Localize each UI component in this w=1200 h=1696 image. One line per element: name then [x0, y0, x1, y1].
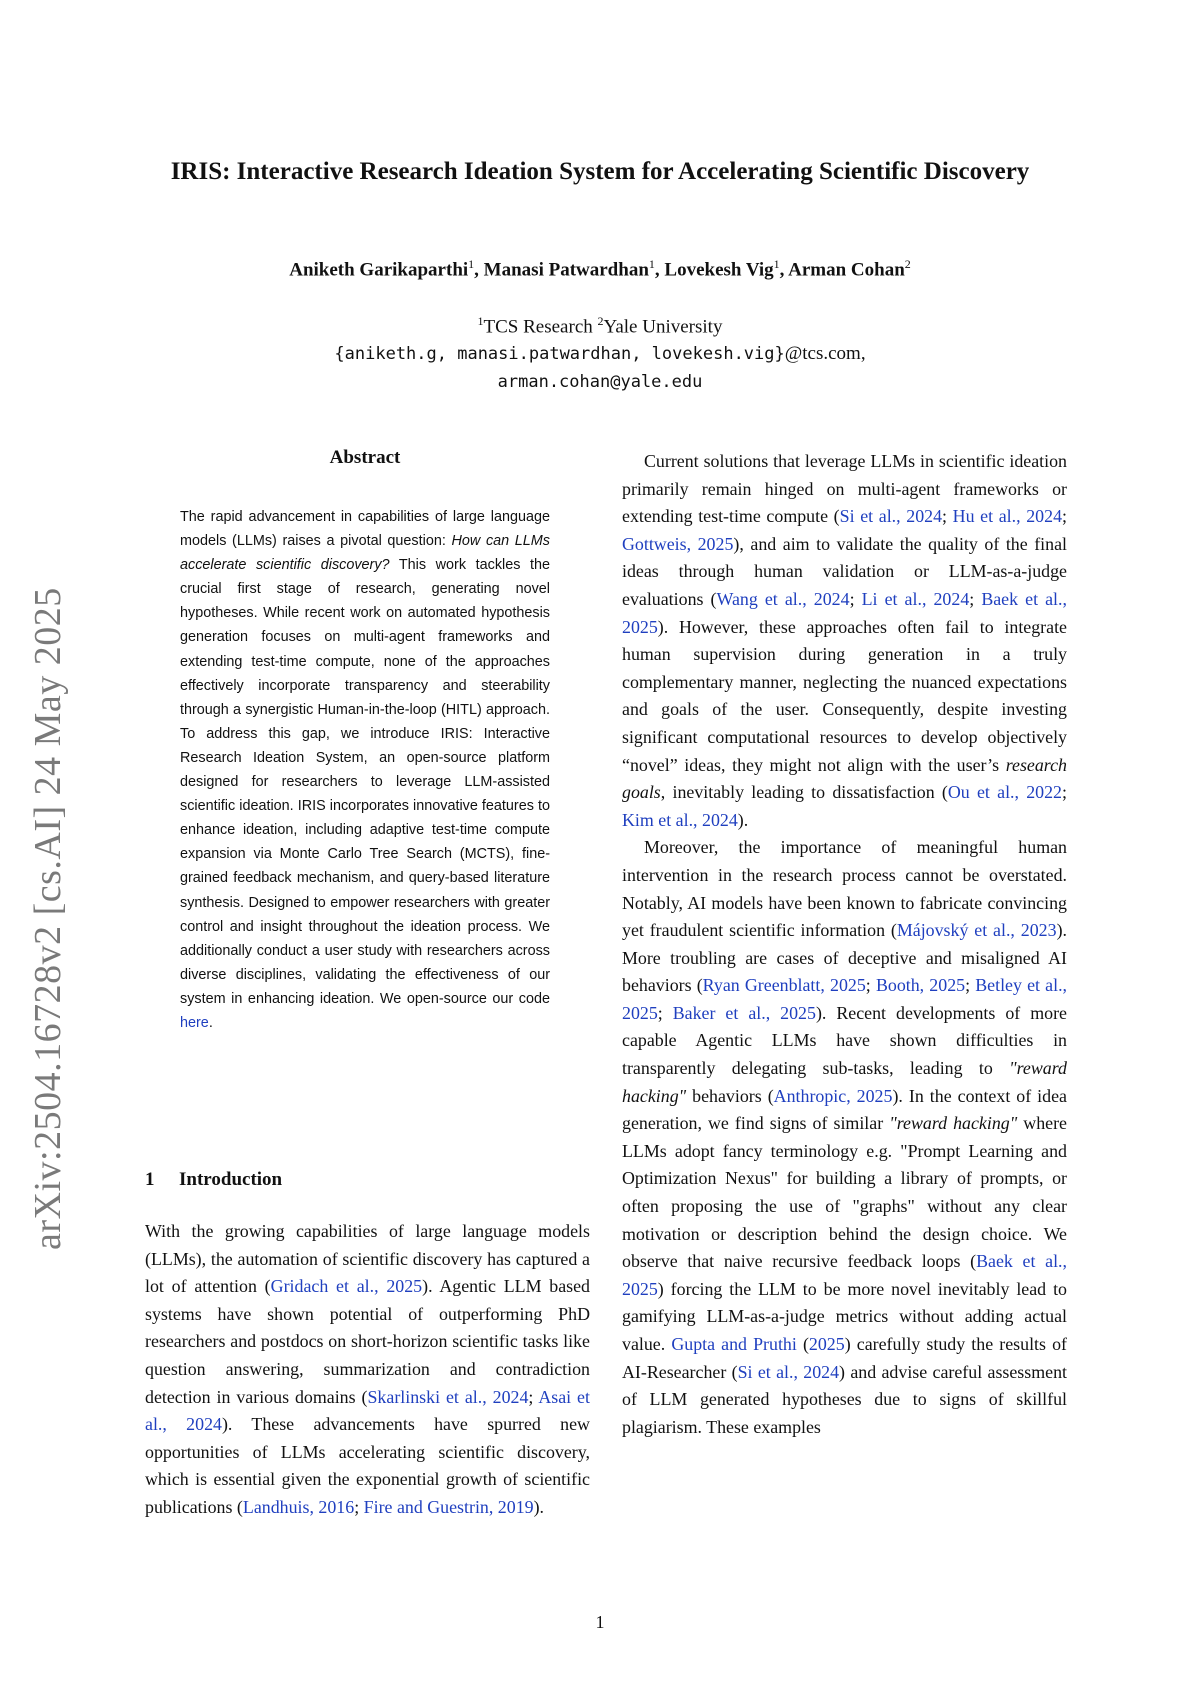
abstract-question: How can LLMs accelerate scientific discovery? — [180, 533, 550, 574]
page-number: 1 — [595, 1612, 605, 1632]
affiliation-name: Yale University — [603, 316, 723, 338]
body-text: ). Agentic LLM based systems have shown potential of outperforming PhD researchers and postdocs on short-horizon scientific tasks like question answering, summarization and contradiction detection in various domains ( — [145, 1276, 590, 1407]
citation-link[interactable]: Booth, 2025 — [875, 975, 966, 996]
affiliation-name: TCS Research — [483, 316, 593, 338]
citation-link[interactable]: Baek et al., 2025 — [622, 1251, 1067, 1299]
author-name: Aniketh Garikaparthi — [289, 259, 469, 281]
body-paragraph — [622, 448, 1067, 834]
body-text: ) carefully study the results of AI-Researcher ( — [622, 1334, 1067, 1382]
author-affiliation-mark: 2 — [904, 257, 911, 271]
body-text: ; — [657, 1002, 673, 1023]
intro-paragraph — [145, 1218, 590, 1522]
arxiv-identifier-stamp[interactable]: arXiv:2504.16728v2 [cs.AI] 24 May 2025 — [27, 587, 69, 1250]
citation-link[interactable]: Ryan Greenblatt, 2025 — [702, 975, 866, 996]
citation-link[interactable]: Anthropic, 2025 — [773, 1085, 893, 1106]
author-affiliation-mark: 1 — [773, 257, 780, 271]
body-text: , inevitably leading to dissatisfaction ( — [660, 782, 948, 803]
email-usernames: {aniketh.g, manasi.patwardhan, lovekesh.vig} — [334, 344, 785, 365]
body-text: ). However, these approaches often fail to integrate human supervision during generation in a truly complementary manner, neglecting the nuanced expectations and goals of the user. Consequently, despite investing significant computational resources to develop objectively “novel” ideas, they might not align with the user’s — [622, 616, 1067, 775]
citation-link[interactable]: Betley et al., 2025 — [622, 975, 1068, 1023]
body-text: ). More troubling are cases of deceptive and misaligned AI behaviors ( — [622, 920, 1067, 996]
abstract-heading: Abstract — [329, 447, 401, 468]
author-name: Arman Cohan — [788, 259, 905, 281]
affiliation-line — [150, 308, 1050, 340]
affiliations-block — [150, 308, 1050, 396]
email-line — [150, 340, 1050, 368]
body-text: ). In the context of idea generation, we find signs of similar — [622, 1085, 1067, 1134]
affiliation-mark: 2 — [597, 314, 604, 328]
citation-link[interactable]: Baker et al., 2025 — [672, 1002, 816, 1023]
abstract-text: This work tackles the crucial first stage of research, generating novel hypotheses. While recent work on automated hypothesis generation focuses on multi-agent frameworks and extending test-time compute, none of the approaches effectively incorporate transparency and steerability through a synergistic Human-in-the-loop (HITL) approach. To address this gap, we introduce IRIS: Interactive Research Ideation System, an open-source platform designed for researchers to leverage LLM-assisted scientific ideation. IRIS incorporates innovative features to enhance ideation, including adaptive test-time compute expansion via Monte Carlo Tree Search (MCTS), fine-grained feedback mechanism, and query-based literature synthesis. Designed to empower researchers with greater control and insight throughout the ideation process. We additionally conduct a user study with researchers across diverse disciplines, validating the effectiveness of our system in enhancing ideation. We open-source our code — [180, 557, 550, 1007]
abstract-text: . — [208, 1014, 213, 1031]
email-line — [150, 368, 1050, 396]
body-text: Current solutions that leverage LLMs in scientific ideation primarily remain hinged on multi-agent frameworks or extending test-time compute ( — [622, 451, 1067, 527]
citation-link[interactable]: Asai et al., 2024 — [145, 1386, 590, 1435]
citation-link[interactable]: Wang et al., 2024 — [716, 588, 850, 609]
citation-link[interactable]: Hu et al., 2024 — [952, 506, 1063, 527]
body-text: ), and aim to validate the quality of the final ideas through human validation or LLM-as-a-judge evaluations ( — [622, 533, 1067, 609]
body-text: ; — [849, 588, 862, 609]
citation-link[interactable]: Landhuis, 2016 — [242, 1496, 355, 1517]
body-text: ). Recent developments of more capable Agentic LLMs have shown difficulties in transparently delegating sub-tasks, leading to — [622, 1002, 1067, 1079]
author-affiliation-mark: 1 — [468, 257, 475, 271]
body-text: ; — [865, 975, 876, 996]
body-text: With the growing capabilities of large language models (LLMs), the automation of scientific discovery has captured a lot of attention ( — [145, 1221, 590, 1297]
body-text: ; — [965, 975, 976, 996]
code-link[interactable]: here — [180, 1014, 209, 1031]
abstract-body — [180, 505, 550, 1035]
abstract-text: The rapid advancement in capabilities of large language models (LLMs) raises a pivotal question: — [180, 509, 550, 550]
citation-link[interactable]: Gottweis, 2025 — [622, 533, 734, 554]
body-paragraph — [622, 834, 1067, 1441]
affiliation-mark: 1 — [477, 314, 484, 328]
body-text: ; — [354, 1496, 364, 1517]
author-name: Manasi Patwardhan — [483, 259, 649, 281]
right-column-body — [622, 448, 1067, 1441]
citation-link[interactable]: Si et al., 2024 — [839, 506, 943, 527]
citation-link[interactable]: Ou et al., 2022 — [947, 782, 1062, 803]
citation-link[interactable]: Májovský et al., 2023 — [896, 920, 1057, 941]
body-text: ) forcing the LLM to be more novel inevitably lead to gamifying LLM-as-a-judge metrics without adding actual value. — [622, 1278, 1067, 1354]
body-text: ). — [737, 809, 749, 830]
body-text: behaviors ( — [686, 1085, 774, 1106]
body-text: ( — [796, 1334, 809, 1354]
author-name: Lovekesh Vig — [664, 259, 774, 281]
paper-title: IRIS: Interactive Research Ideation System for Accelerating Scientific Discovery — [170, 158, 1030, 185]
citation-link[interactable]: Skarlinski et al., 2024 — [367, 1386, 529, 1407]
body-text: where LLMs adopt fancy terminology e.g. "Prompt Learning and Optimization Nexus" for building a library of prompts, or often proposing the use of "graphs" without any clear motivation or description behind the design choice. We observe that naive recursive feedback loops ( — [622, 1113, 1067, 1272]
emphasis-text: "reward hacking" — [622, 1058, 1067, 1106]
citation-link[interactable]: Si et al., 2024 — [737, 1361, 840, 1382]
email-domain: @tcs.com, — [784, 343, 866, 365]
body-text: ; — [1062, 506, 1067, 527]
citation-link[interactable]: Gupta and Pruthi — [671, 1334, 797, 1354]
section-heading — [145, 1169, 282, 1191]
body-text: ; — [942, 506, 953, 527]
citation-link[interactable]: Fire and Guestrin, 2019 — [363, 1496, 534, 1517]
section-title: Introduction — [179, 1169, 283, 1190]
body-text: ). — [533, 1496, 545, 1517]
body-text: ; — [969, 588, 982, 609]
email-address: arman.cohan@yale.edu — [497, 372, 703, 393]
author-list: Aniketh Garikaparthi$^1$, Manasi Patwardhan$^1$, Lovekesh Vig$^1$, Arman Cohan$^2$ — [289, 257, 911, 281]
abstract-paragraph — [180, 505, 550, 1035]
left-column-body — [145, 1218, 590, 1522]
body-text: ). These advancements have spurred new opportunities of LLMs accelerating scientific discovery, which is essential given the exponential growth of scientific publications ( — [145, 1414, 590, 1517]
citation-link[interactable]: Kim et al., 2024 — [622, 809, 738, 830]
author-affiliation-mark: 1 — [648, 257, 655, 271]
body-text: ) and advise careful assessment of LLM generated hypotheses due to signs of skillful plagiarism. These examples — [622, 1361, 1068, 1437]
citation-link[interactable]: Gridach et al., 2025 — [270, 1276, 423, 1297]
citation-link[interactable]: 2025 — [808, 1334, 845, 1354]
citation-link[interactable]: Baek et al., 2025 — [622, 588, 1067, 637]
emphasis-text: research goals — [622, 754, 1067, 803]
body-text: ; — [1062, 782, 1067, 803]
citation-link[interactable]: Li et al., 2024 — [861, 588, 970, 609]
section-number: 1 — [145, 1169, 155, 1190]
body-text: Moreover, the importance of meaningful human intervention in the research process cannot be overstated. Notably, AI models have been known to fabricate convincing yet fraudulent scientific information ( — [622, 837, 1067, 941]
emphasis-text: "reward hacking" — [889, 1113, 1018, 1134]
body-text: ; — [528, 1386, 539, 1407]
